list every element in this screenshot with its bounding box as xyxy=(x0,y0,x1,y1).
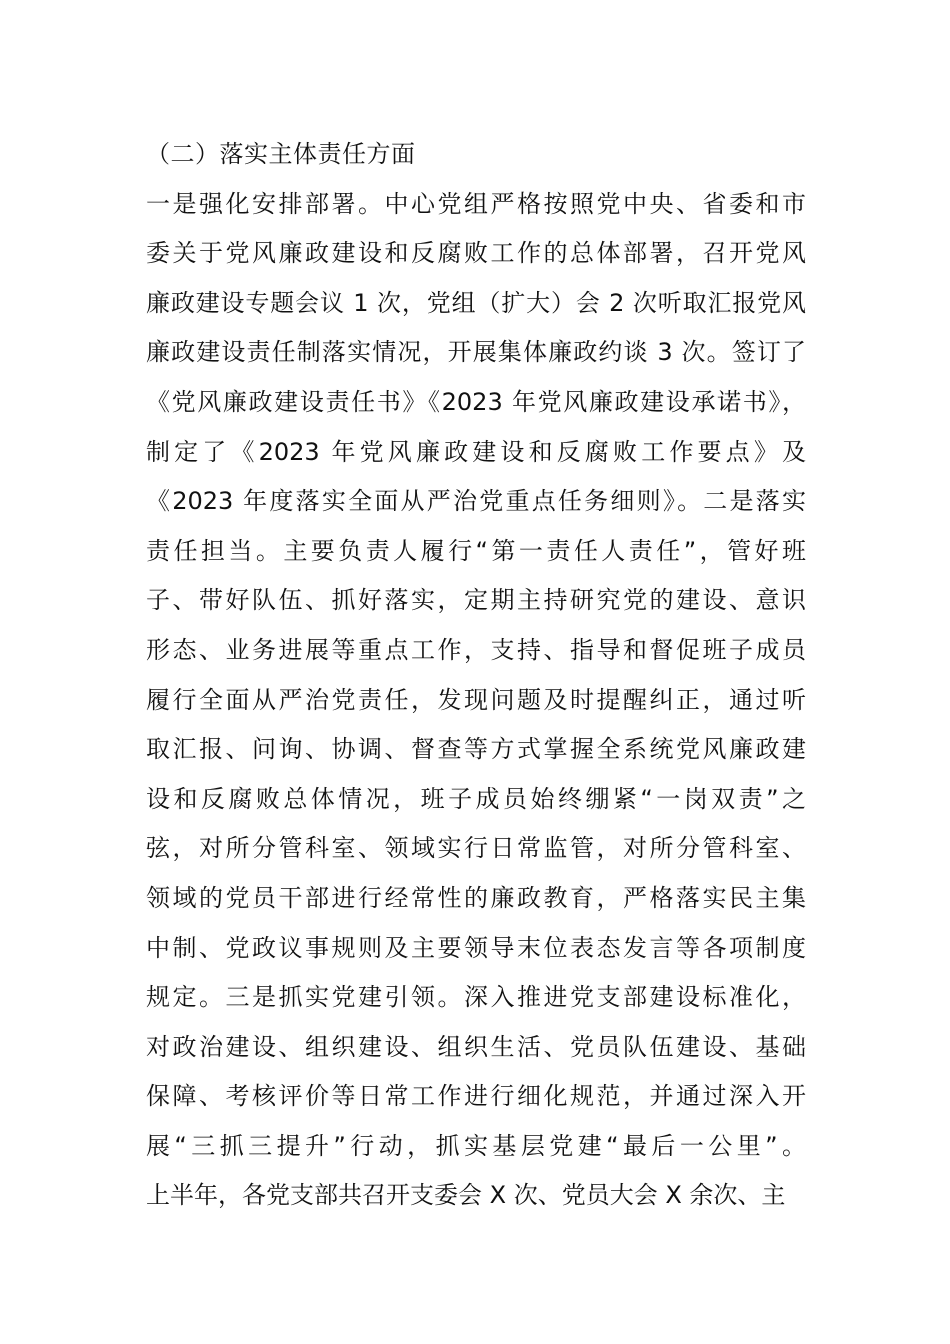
paragraph-line: 廉政建设专题会议 1 次，党组（扩大）会 2 次听取汇报党风 xyxy=(146,288,806,317)
paragraph-line: 委关于党风廉政建设和反腐败工作的总体部署，召开党风 xyxy=(146,239,806,268)
document-body xyxy=(146,130,806,1221)
paragraph-line: 形态、业务进展等重点工作，支持、指导和督促班子成员 xyxy=(146,635,806,664)
paragraph-line: 展“三抓三提升”行动，抓实基层党建“最后一公里”。 xyxy=(146,1131,806,1160)
paragraph-line: 廉政建设责任制落实情况，开展集体廉政约谈 3 次。签订了 xyxy=(146,338,806,367)
paragraph-line: 弦，对所分管科室、领域实行日常监管，对所分管科室、 xyxy=(146,834,806,863)
paragraph-line: 子、带好队伍、抓好落实，定期主持研究党的建设、意识 xyxy=(146,586,806,615)
section-heading: （二）落实主体责任方面 xyxy=(146,140,416,168)
paragraph-line: 《2023 年度落实全面从严治党重点任务细则》。二是落实 xyxy=(146,487,806,516)
paragraph-line: 领域的党员干部进行经常性的廉政教育，严格落实民主集 xyxy=(146,883,806,912)
paragraph-line: 制定了《2023 年党风廉政建设和反腐败工作要点》及 xyxy=(146,437,806,466)
paragraph-line: 规定。三是抓实党建引领。深入推进党支部建设标准化， xyxy=(146,983,806,1012)
paragraph-line: 保障、考核评价等日常工作进行细化规范，并通过深入开 xyxy=(146,1082,806,1111)
paragraph-line: 一是强化安排部署。中心党组严格按照党中央、省委和市 xyxy=(146,189,806,218)
paragraph-line: 取汇报、问询、协调、督查等方式掌握全系统党风廉政建 xyxy=(146,735,806,764)
paragraph-line: 上半年，各党支部共召开支委会 X 次、党员大会 X 余次、主 xyxy=(146,1181,786,1210)
paragraph-line: 责任担当。主要负责人履行“第一责任人责任”，管好班 xyxy=(146,536,806,565)
paragraph-line: 《党风廉政建设责任书》《2023 年党风廉政建设承诺书》， xyxy=(146,387,806,416)
paragraph-line: 履行全面从严治党责任，发现问题及时提醒纠正，通过听 xyxy=(146,685,806,714)
paragraph-line: 中制、党政议事规则及主要领导末位表态发言等各项制度 xyxy=(146,933,806,962)
paragraph-line: 对政治建设、组织建设、组织生活、党员队伍建设、基础 xyxy=(146,1032,806,1061)
paragraph xyxy=(146,180,806,1221)
paragraph-line: 设和反腐败总体情况，班子成员始终绷紧“一岗双责”之 xyxy=(146,784,806,813)
